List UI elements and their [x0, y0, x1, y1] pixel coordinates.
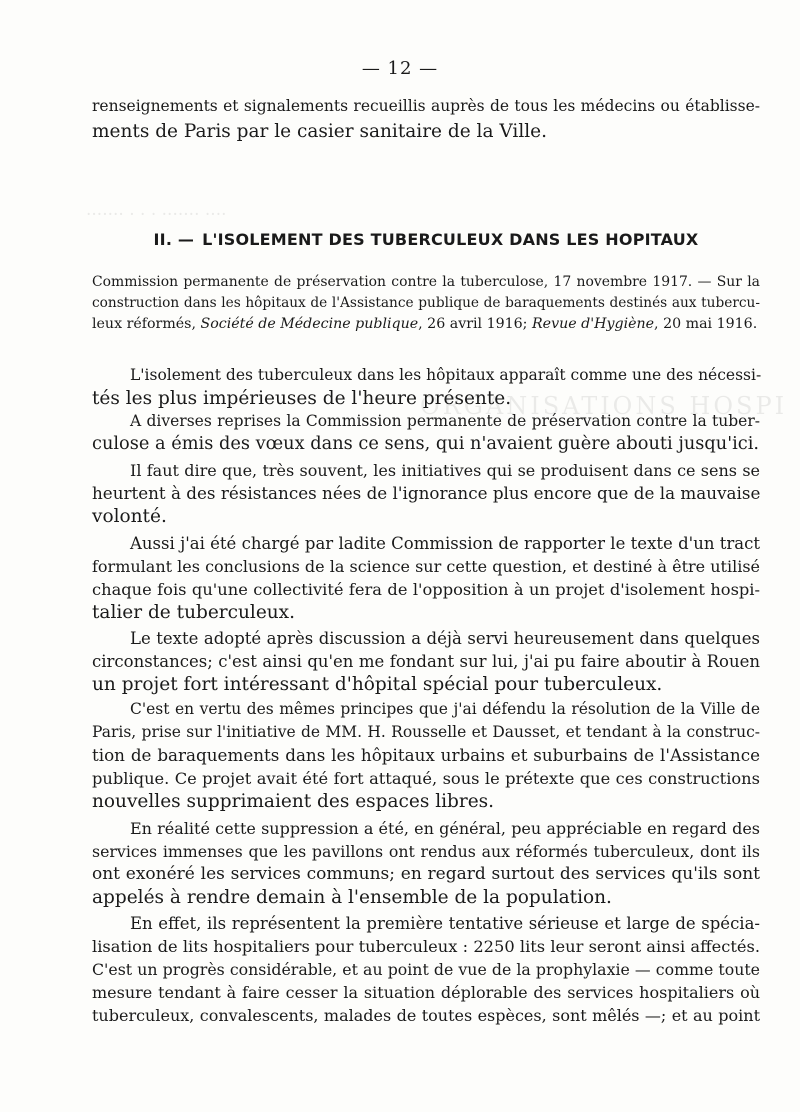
body-line: circonstances; c'est ainsi qu'en me fondant sur lui, j'ai pu faire aboutir à Rouen — [92, 652, 760, 671]
body-line: Le texte adopté après discussion a déjà servi heureusement dans quelques — [130, 629, 760, 648]
text-line: renseignements et signalements recueillis auprès de tous les médecins ou établisse- — [92, 97, 760, 115]
page-number: — 12 — — [361, 58, 439, 79]
body-line: Aussi j'ai été chargé par ladite Commission de rapporter le texte d'un tract — [130, 534, 760, 553]
body-line: un projet fort intéressant d'hôpital spécial pour tuberculeux. — [92, 674, 663, 695]
text-line: ments de Paris par le casier sanitaire de la Ville. — [92, 121, 548, 142]
body-line: formulant les conclusions de la science sur cette question, et destiné à être utilisé — [92, 557, 760, 576]
body-line: tion de baraquements dans les hôpitaux urbains et suburbains de l'Assistance — [92, 745, 760, 765]
body-line: tuberculeux, convalescents, malades de toutes espèces, sont mêlés —; et au point — [92, 1006, 760, 1025]
body-line: lisation de lits hospitaliers pour tuberculeux : 2250 lits leur seront ainsi affectés. — [92, 937, 760, 956]
body-line: nouvelles supprimaient des espaces libres. — [92, 791, 495, 812]
body-line: publique. Ce projet avait été fort attaqué, sous le prétexte que ces constructions — [92, 769, 760, 788]
show-through-text: ······· · · · ······· ···· — [86, 205, 227, 225]
body-line: C'est en vertu des mêmes principes que j'ai défendu la résolution de la Ville de — [130, 700, 760, 718]
body-line: ont exonéré les services communs; en regard surtout des services qu'ils sont — [92, 864, 760, 884]
body-line: C'est un progrès considérable, et au point de vue de la prophylaxie — comme toute — [92, 960, 760, 979]
body-line: appelés à rendre demain à l'ensemble de la population. — [92, 887, 612, 908]
section-numeral: II. — — [153, 230, 195, 249]
body-line: mesure tendant à faire cesser la situation déplorable des services hospitaliers où — [92, 983, 760, 1002]
body-line: L'isolement des tuberculeux dans les hôpitaux apparaît comme une des nécessi- — [130, 366, 762, 384]
body-line: En effet, ils représentent la première tentative sérieuse et large de spécia- — [130, 914, 760, 933]
body-line: En réalité cette suppression a été, en général, peu appréciable en regard des — [130, 819, 760, 838]
body-line: talier de tuberculeux. — [92, 602, 295, 623]
reference-text: , 20 mai 1916. — [654, 316, 758, 332]
body-line: culose a émis des vœux dans ce sens, qui n'avaient guère abouti jusqu'ici. — [92, 434, 760, 454]
body-line: services immenses que les pavillons ont rendus aux réformés tuberculeux, dont ils — [92, 842, 760, 861]
body-line: volonté. — [92, 506, 167, 527]
journal-title: Revue d'Hygiène — [531, 316, 655, 332]
body-line: Paris, prise sur l'initiative de MM. H. Rousselle et Dausset, et tendant à la construc- — [92, 723, 760, 741]
reference-text: leux réformés, — [92, 316, 201, 332]
body-line: heurtent à des résistances nées de l'ignorance plus encore que de la mauvaise — [92, 483, 761, 503]
section-title: L'ISOLEMENT DES TUBERCULEUX DANS LES HOPITAUX — [202, 230, 699, 249]
body-line: A diverses reprises la Commission permanente de préservation contre la tuber- — [130, 412, 760, 430]
reference-line: construction dans les hôpitaux de l'Assistance publique de baraquements destinés aux tubercu- — [92, 295, 760, 311]
reference-line — [92, 314, 760, 334]
body-line: tés les plus impérieuses de l'heure présente. — [92, 388, 512, 409]
body-line: Il faut dire que, très souvent, les initiatives qui se produisent dans ce sens se — [130, 461, 760, 480]
body-line: chaque fois qu'une collectivité fera de l'opposition à un projet d'isolement hospi- — [92, 580, 760, 599]
reference-line: Commission permanente de préservation contre la tuberculose, 17 novembre 1917. — Sur la — [92, 274, 760, 290]
journal-title: Société de Médecine publique — [200, 316, 419, 332]
section-heading — [92, 230, 760, 249]
show-through-text: ORGANISATIONS HOSPI — [420, 392, 788, 420]
reference-text: , 26 avril 1916; — [418, 316, 532, 332]
